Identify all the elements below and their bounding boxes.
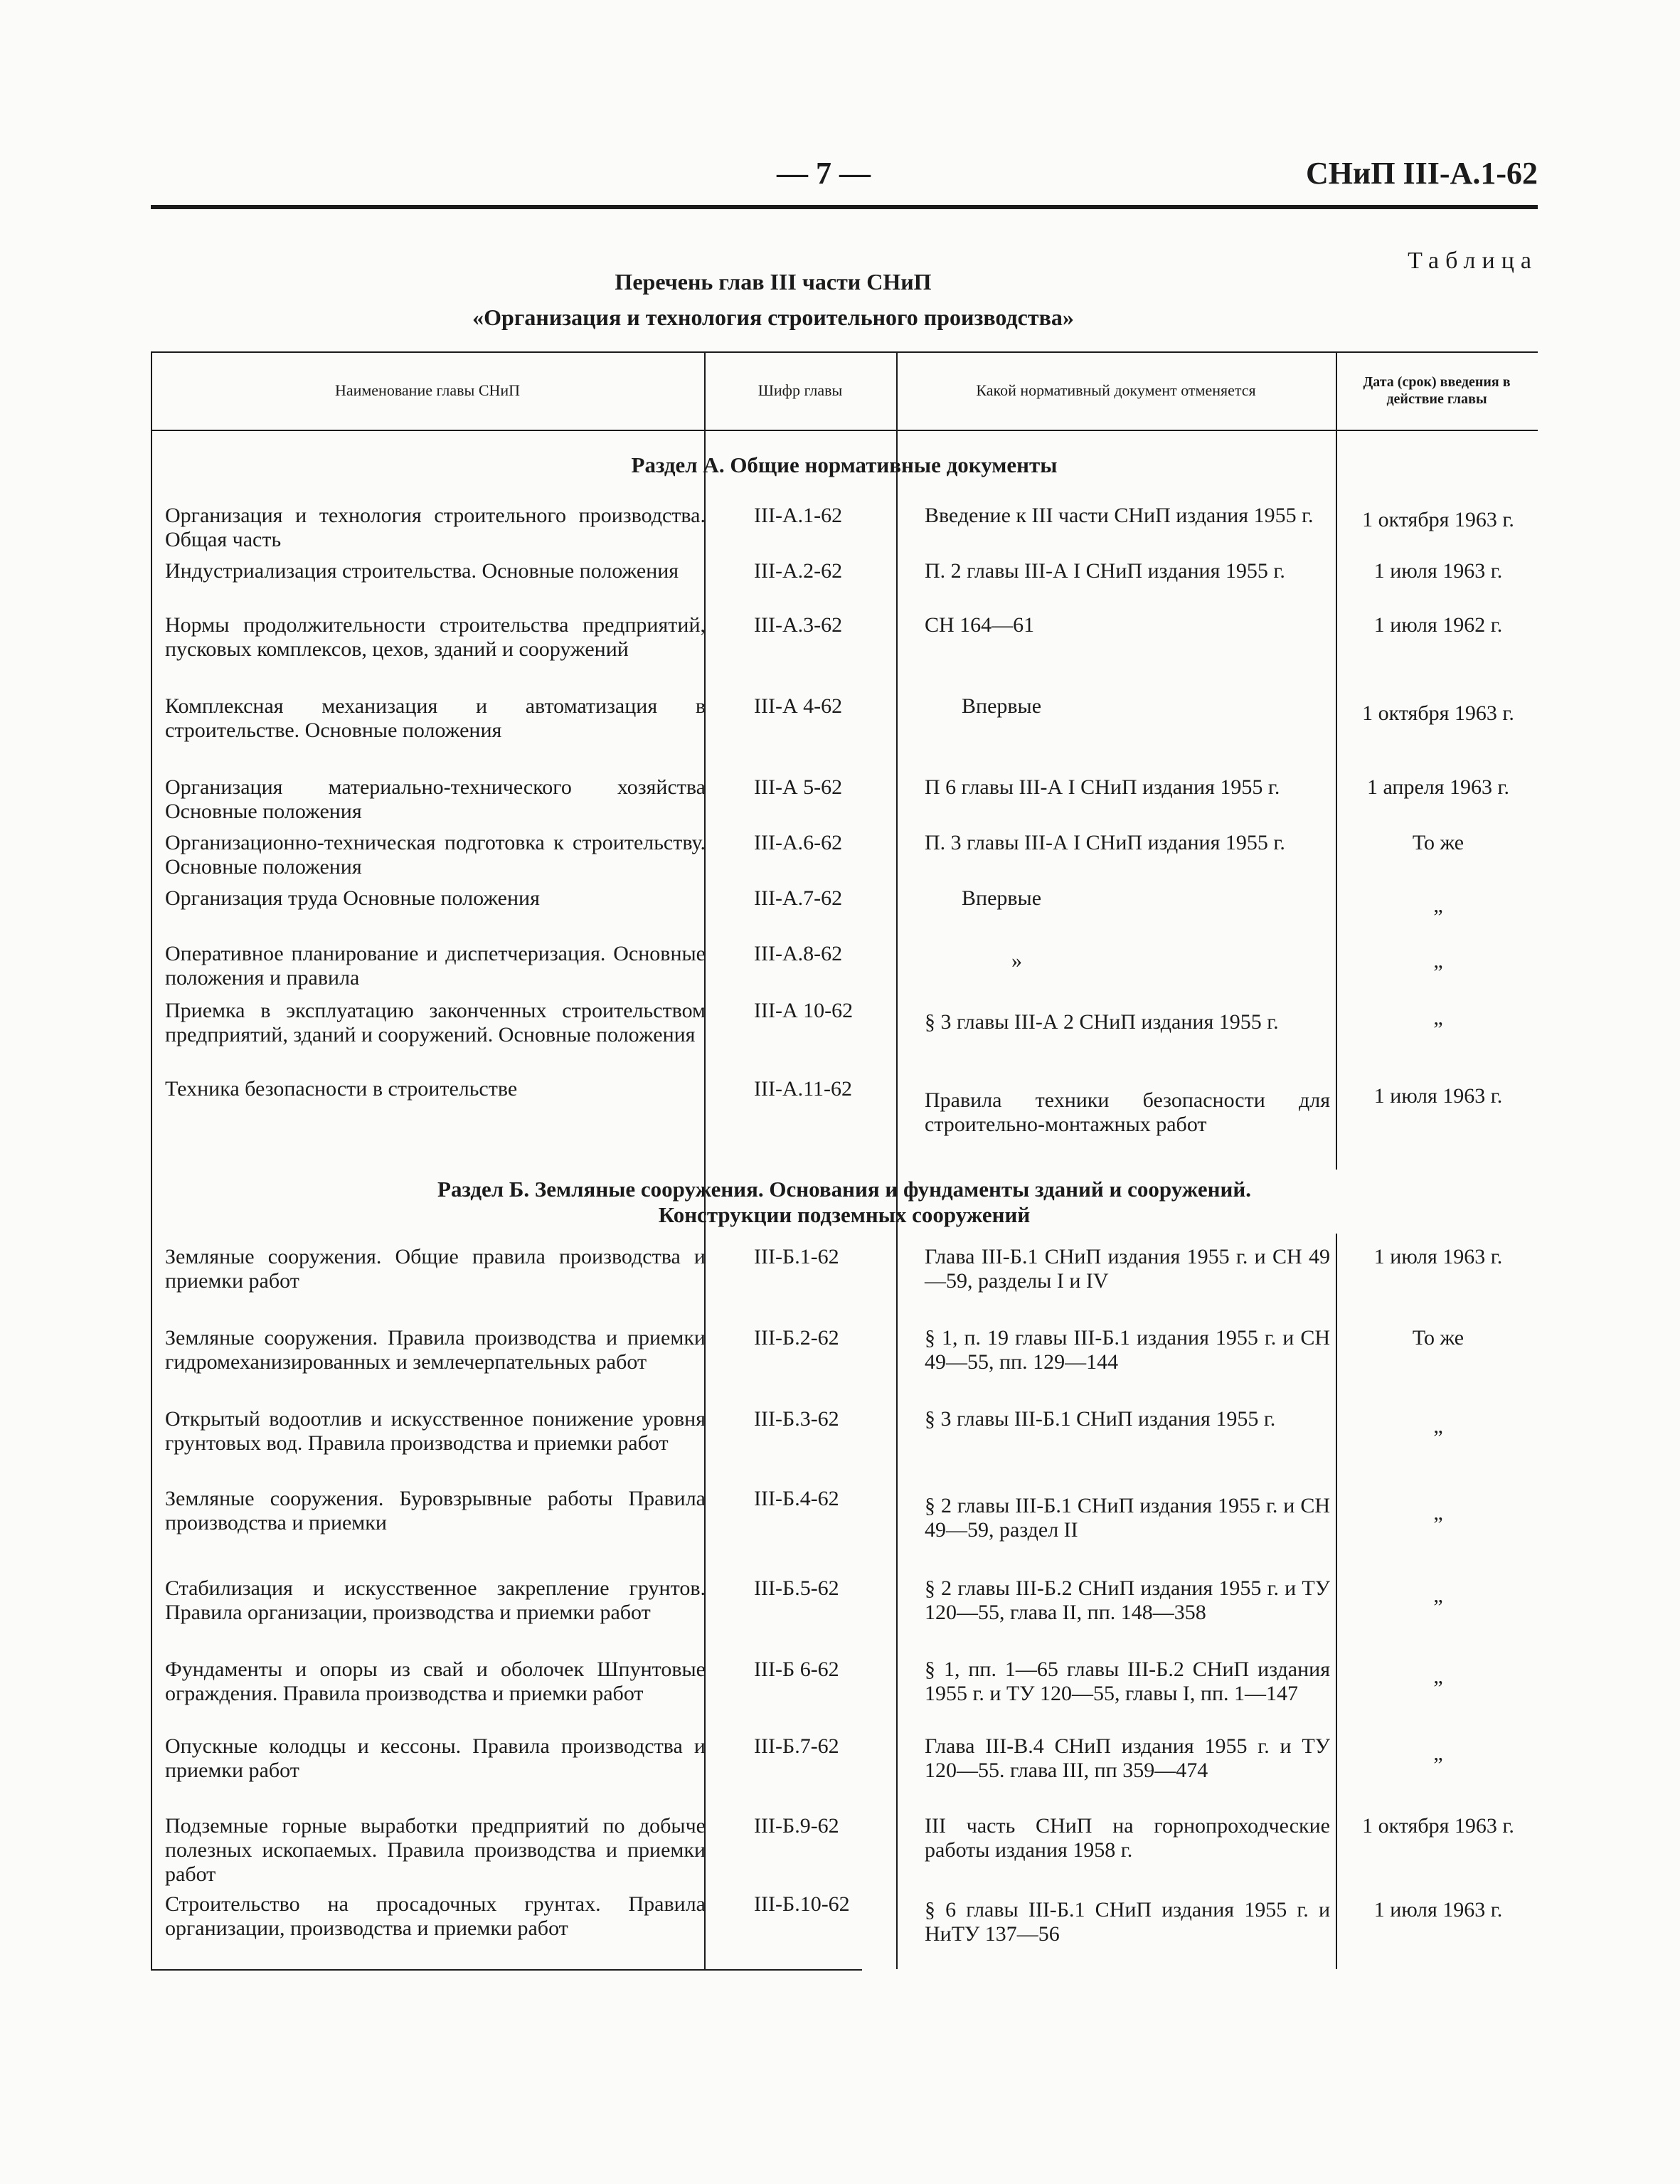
row-name: Техника безопасности в строительстве [165, 1077, 518, 1101]
row-code: III-Б.3-62 [754, 1407, 839, 1431]
row-date: 1 октября 1963 г. [1362, 1814, 1514, 1838]
row-date: „ [1433, 1584, 1443, 1607]
row-name: Земляные сооружения. Буровзрывные работы Правила производства и приемки [165, 1487, 706, 1534]
row-code: III-А.11-62 [754, 1077, 853, 1101]
row-name: Строительство на просадочных грунтах. Правила организации, производства и приемки работ [165, 1892, 706, 1940]
row-doc: П 6 главы III-А I СНиП издания 1955 г. [925, 775, 1280, 799]
row-date: „ [1433, 1501, 1443, 1525]
row-name: Приемка в эксплуатацию законченных строительством предприятий, зданий и сооружений. Основные положения [165, 999, 706, 1046]
table-bottom-rule [151, 1969, 862, 1971]
section-b-title-line2: Конструкции подземных сооружений [658, 1202, 1031, 1227]
row-date: „ [1433, 1742, 1443, 1765]
row-date: „ [1433, 1006, 1443, 1029]
row-doc: Впервые [962, 694, 1042, 718]
row-date: 1 июля 1963 г. [1373, 1245, 1503, 1268]
row-name: Организация и технология строительного производства. Общая часть [165, 504, 706, 551]
col-header-code: Шифр главы [757, 381, 843, 399]
row-code: III-Б.7-62 [754, 1734, 839, 1758]
row-date: 1 июля 1963 г. [1373, 1084, 1503, 1108]
row-name: Фундаменты и опоры из свай и оболочек Шпунтовые ограждения. Правила производства и приемки работ [165, 1658, 706, 1705]
row-code: III-А.6-62 [754, 831, 843, 854]
row-code: III-А.7-62 [754, 886, 843, 910]
row-name: Оперативное планирование и диспетчеризация. Основные положения и правила [165, 942, 706, 990]
row-code: III-А.8-62 [754, 942, 843, 965]
row-date: 1 июля 1963 г. [1373, 1898, 1503, 1921]
col-header-name: Наименование главы СНиП [334, 381, 521, 399]
row-date: 1 октября 1963 г. [1362, 508, 1514, 531]
table-label: Таблица [1408, 248, 1538, 274]
row-doc: П. 2 главы III-А I СНиП издания 1955 г. [925, 559, 1285, 583]
col-divider-code-doc [896, 351, 898, 1969]
row-name: Организационно-техническая подготовка к строительству. Основные положения [165, 831, 706, 879]
row-code: III-А.1-62 [754, 504, 843, 527]
row-name: Открытый водоотлив и искусственное понижение уровня грунтовых вод. Правила производства и приемки работ [165, 1407, 706, 1455]
row-name: Организация труда Основные положения [165, 886, 540, 910]
row-code: III-Б.10-62 [754, 1892, 850, 1916]
row-date: „ [1433, 894, 1443, 917]
row-doc: » [1011, 949, 1022, 972]
row-doc: § 6 главы III-Б.1 СНиП издания 1955 г. и НиТУ 137—56 [925, 1898, 1330, 1946]
row-code: III-А 10-62 [754, 999, 854, 1022]
row-date: То же [1412, 1326, 1464, 1350]
section-a-title: Раздел А. Общие нормативные документы [631, 452, 1058, 477]
section-b-title-line1: Раздел Б. Земляные сооружения. Основания и фундаменты зданий и сооружений. [437, 1177, 1251, 1202]
row-doc: § 3 главы III-А 2 СНиП издания 1955 г. [925, 1010, 1279, 1034]
row-doc: Введение к III части СНиП издания 1955 г. [925, 504, 1314, 527]
page-header [151, 155, 1538, 206]
row-date: „ [1433, 1665, 1443, 1688]
table-title-line1: Перечень глав III части СНиП [615, 269, 932, 295]
col-divider-doc-date-b [1336, 1234, 1337, 1969]
row-name: Подземные горные выработки предприятий по добыче полезных ископаемых. Правила производства и приемки работ [165, 1814, 706, 1886]
row-code: III-Б.4-62 [754, 1487, 839, 1510]
row-doc: Глава III-В.4 СНиП издания 1955 г. и ТУ 120—55. глава III, пп 359—474 [925, 1734, 1330, 1782]
document-code: СНиП III-А.1-62 [1305, 156, 1538, 191]
row-name: Опускные колодцы и кессоны. Правила производства и приемки работ [165, 1734, 706, 1782]
col-header-date: Дата (срок) введения в действие главы [1363, 374, 1511, 407]
row-name: Комплексная механизация и автоматизация в строительстве. Основные положения [165, 694, 706, 742]
row-date: „ [1433, 1414, 1443, 1438]
row-date: „ [1433, 949, 1443, 972]
row-date: То же [1412, 831, 1464, 854]
row-name: Земляные сооружения. Правила производства и приемки гидромеханизированных и землечерпательных работ [165, 1326, 706, 1374]
row-code: III-Б.9-62 [754, 1814, 839, 1838]
row-doc: Правила техники безопасности для строительно-монтажных работ [925, 1088, 1330, 1136]
row-doc: § 2 главы III-Б.2 СНиП издания 1955 г. и ТУ 120—55, глава II, пп. 148—358 [925, 1576, 1330, 1624]
chapters-table [151, 351, 1538, 1969]
row-code: III-Б 6-62 [754, 1658, 839, 1681]
row-code: III-Б.2-62 [754, 1326, 839, 1350]
col-divider-left [151, 351, 152, 1969]
row-name: Организация материально-технического хозяйства Основные положения [165, 775, 706, 823]
row-name: Индустриализация строительства. Основные положения [165, 559, 679, 583]
row-date: 1 апреля 1963 г. [1367, 775, 1509, 799]
col-header-doc: Какой нормативный документ отменяется [976, 381, 1256, 399]
header-rule [151, 205, 1538, 209]
row-code: III-А 4-62 [754, 694, 843, 718]
row-doc: § 1, п. 19 главы III-Б.1 издания 1955 г. и СН 49—55, пп. 129—144 [925, 1326, 1330, 1374]
row-code: III-А 5-62 [754, 775, 843, 799]
row-date: 1 октября 1963 г. [1362, 701, 1514, 725]
row-code: III-А.3-62 [754, 613, 843, 637]
row-doc: § 2 главы III-Б.1 СНиП издания 1955 г. и СН 49—59, раздел II [925, 1494, 1330, 1542]
header-bottom-rule [151, 430, 1538, 431]
row-code: III-Б.5-62 [754, 1576, 839, 1600]
table-title-line2: «Организация и технология строительного производства» [472, 304, 1074, 330]
row-doc: III часть СНиП на горнопроходческие работы издания 1958 г. [925, 1814, 1330, 1862]
row-name: Стабилизация и искусственное закрепление грунтов. Правила организации, производства и приемки работ [165, 1576, 706, 1624]
row-doc: СН 164—61 [925, 613, 1035, 637]
row-doc: § 1, пп. 1—65 главы III-Б.2 СНиП издания 1955 г. и ТУ 120—55, главы I, пп. 1—147 [925, 1658, 1330, 1705]
row-doc: П. 3 главы III-А I СНиП издания 1955 г. [925, 831, 1285, 854]
page-number: — 7 — [777, 156, 871, 191]
row-code: III-А.2-62 [754, 559, 843, 583]
row-doc: Впервые [962, 886, 1042, 910]
row-doc: § 3 главы III-Б.1 СНиП издания 1955 г. [925, 1407, 1276, 1431]
row-doc: Глава III-Б.1 СНиП издания 1955 г. и СН 49—59, разделы I и IV [925, 1245, 1330, 1293]
row-name: Земляные сооружения. Общие правила производства и приемки работ [165, 1245, 706, 1293]
col-divider-name-code [704, 351, 706, 1969]
row-date: 1 июля 1962 г. [1373, 613, 1503, 637]
row-code: III-Б.1-62 [754, 1245, 839, 1268]
row-name: Нормы продолжительности строительства предприятий, пусковых комплексов, цехов, зданий и сооружений [165, 613, 706, 661]
row-date: 1 июля 1963 г. [1373, 559, 1503, 583]
